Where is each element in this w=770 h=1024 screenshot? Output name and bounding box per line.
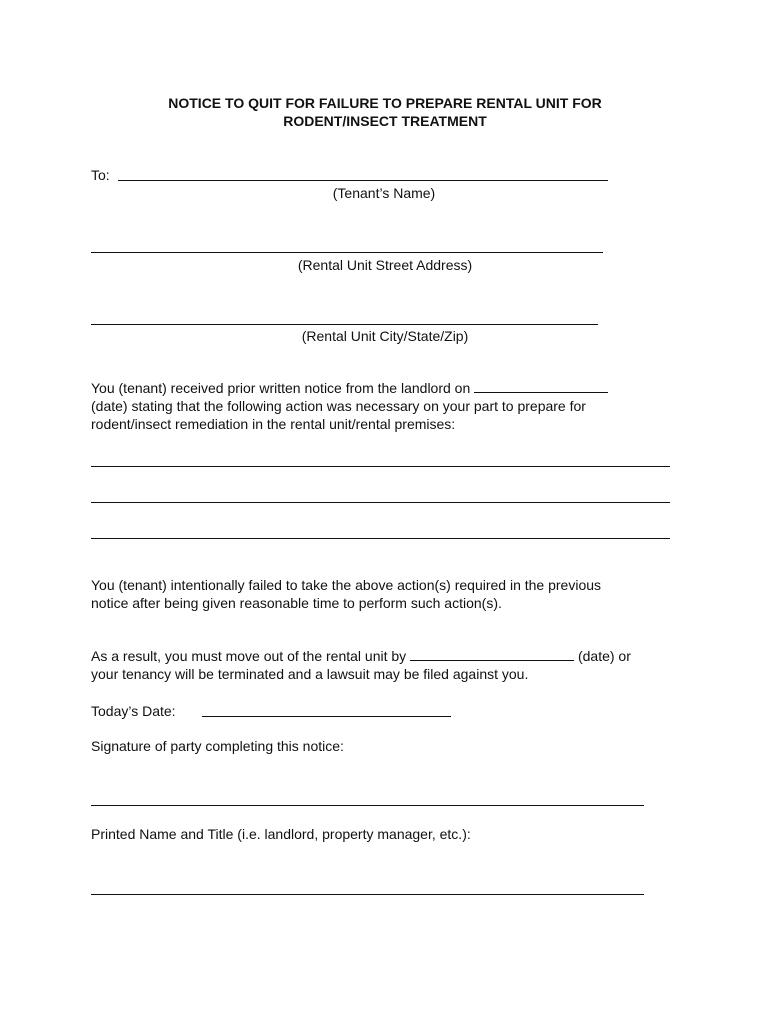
tenant-name-field[interactable] bbox=[118, 180, 608, 181]
required-action-line-1[interactable] bbox=[91, 466, 670, 467]
printed-name-label: Printed Name and Title (i.e. landlord, property manager, etc.): bbox=[91, 826, 471, 842]
move-out-date-field[interactable] bbox=[410, 648, 574, 661]
required-action-line-3[interactable] bbox=[91, 538, 670, 539]
city-state-zip-caption: (Rental Unit City/State/Zip) bbox=[301, 328, 469, 344]
signature-label: Signature of party completing this notice: bbox=[91, 738, 344, 754]
printed-name-field[interactable] bbox=[91, 894, 644, 895]
city-state-zip-field[interactable] bbox=[91, 324, 598, 325]
todays-date-field[interactable] bbox=[202, 716, 451, 717]
notice-paragraph bbox=[91, 379, 681, 433]
notice-text-line3: rodent/insect remediation in the rental unit/rental premises: bbox=[91, 416, 456, 432]
result-text-part2: (date) or bbox=[577, 648, 631, 664]
todays-date-label: Today’s Date: bbox=[91, 703, 176, 719]
required-action-line-2[interactable] bbox=[91, 502, 670, 503]
tenant-name-caption: (Tenant’s Name) bbox=[332, 185, 436, 201]
document-title bbox=[0, 94, 770, 130]
notice-text-part1: You (tenant) received prior written notice from the landlord on bbox=[91, 380, 471, 396]
failure-text-line1: You (tenant) intentionally failed to take the above action(s) required in the previous bbox=[91, 577, 602, 593]
notice-text-line2: (date) stating that the following action was necessary on your part to prepare for bbox=[91, 398, 586, 414]
title-line-1: NOTICE TO QUIT FOR FAILURE TO PREPARE RENTAL UNIT FOR bbox=[168, 95, 602, 111]
result-text-part1: As a result, you must move out of the rental unit by bbox=[91, 648, 407, 664]
signature-field[interactable] bbox=[91, 805, 644, 806]
result-paragraph bbox=[91, 647, 681, 683]
street-address-field[interactable] bbox=[91, 252, 603, 253]
to-label: To: bbox=[91, 167, 110, 183]
failure-paragraph bbox=[91, 576, 681, 612]
title-line-2: RODENT/INSECT TREATMENT bbox=[283, 113, 487, 129]
street-address-caption: (Rental Unit Street Address) bbox=[297, 257, 473, 273]
notice-date-field[interactable] bbox=[474, 380, 608, 393]
result-text-line2: your tenancy will be terminated and a lawsuit may be filed against you. bbox=[91, 666, 529, 682]
failure-text-line2: notice after being given reasonable time to perform such action(s). bbox=[91, 595, 502, 611]
